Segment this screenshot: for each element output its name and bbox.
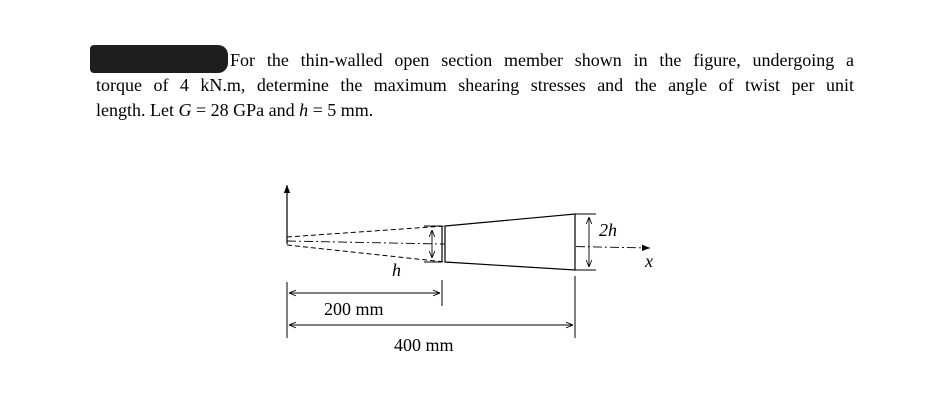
label-thickness-h: h xyxy=(392,260,401,280)
problem-text-2: torque of 4 kN.m, determine the maximum shearing stresses and the angle of twist per unit xyxy=(96,75,854,95)
tapered-member xyxy=(445,214,575,270)
symbol-h: h xyxy=(299,100,309,120)
label-400mm: 400 mm xyxy=(394,335,454,355)
label-200mm: 200 mm xyxy=(324,299,384,319)
label-axis-x: x xyxy=(645,251,653,271)
dashed-upper-edge xyxy=(287,226,445,237)
problem-text-1: For the thin-walled open section member shown in the figure, undergoing a xyxy=(230,50,854,70)
label-height-2h: 2h xyxy=(599,220,617,240)
problem-text-3a: length. Let xyxy=(96,100,179,120)
dashed-lower-edge xyxy=(287,245,445,262)
problem-text-3b: = 28 GPa and xyxy=(191,100,300,120)
problem-text-3c: = 5 mm. xyxy=(308,100,374,120)
symbol-G: G xyxy=(178,100,192,120)
